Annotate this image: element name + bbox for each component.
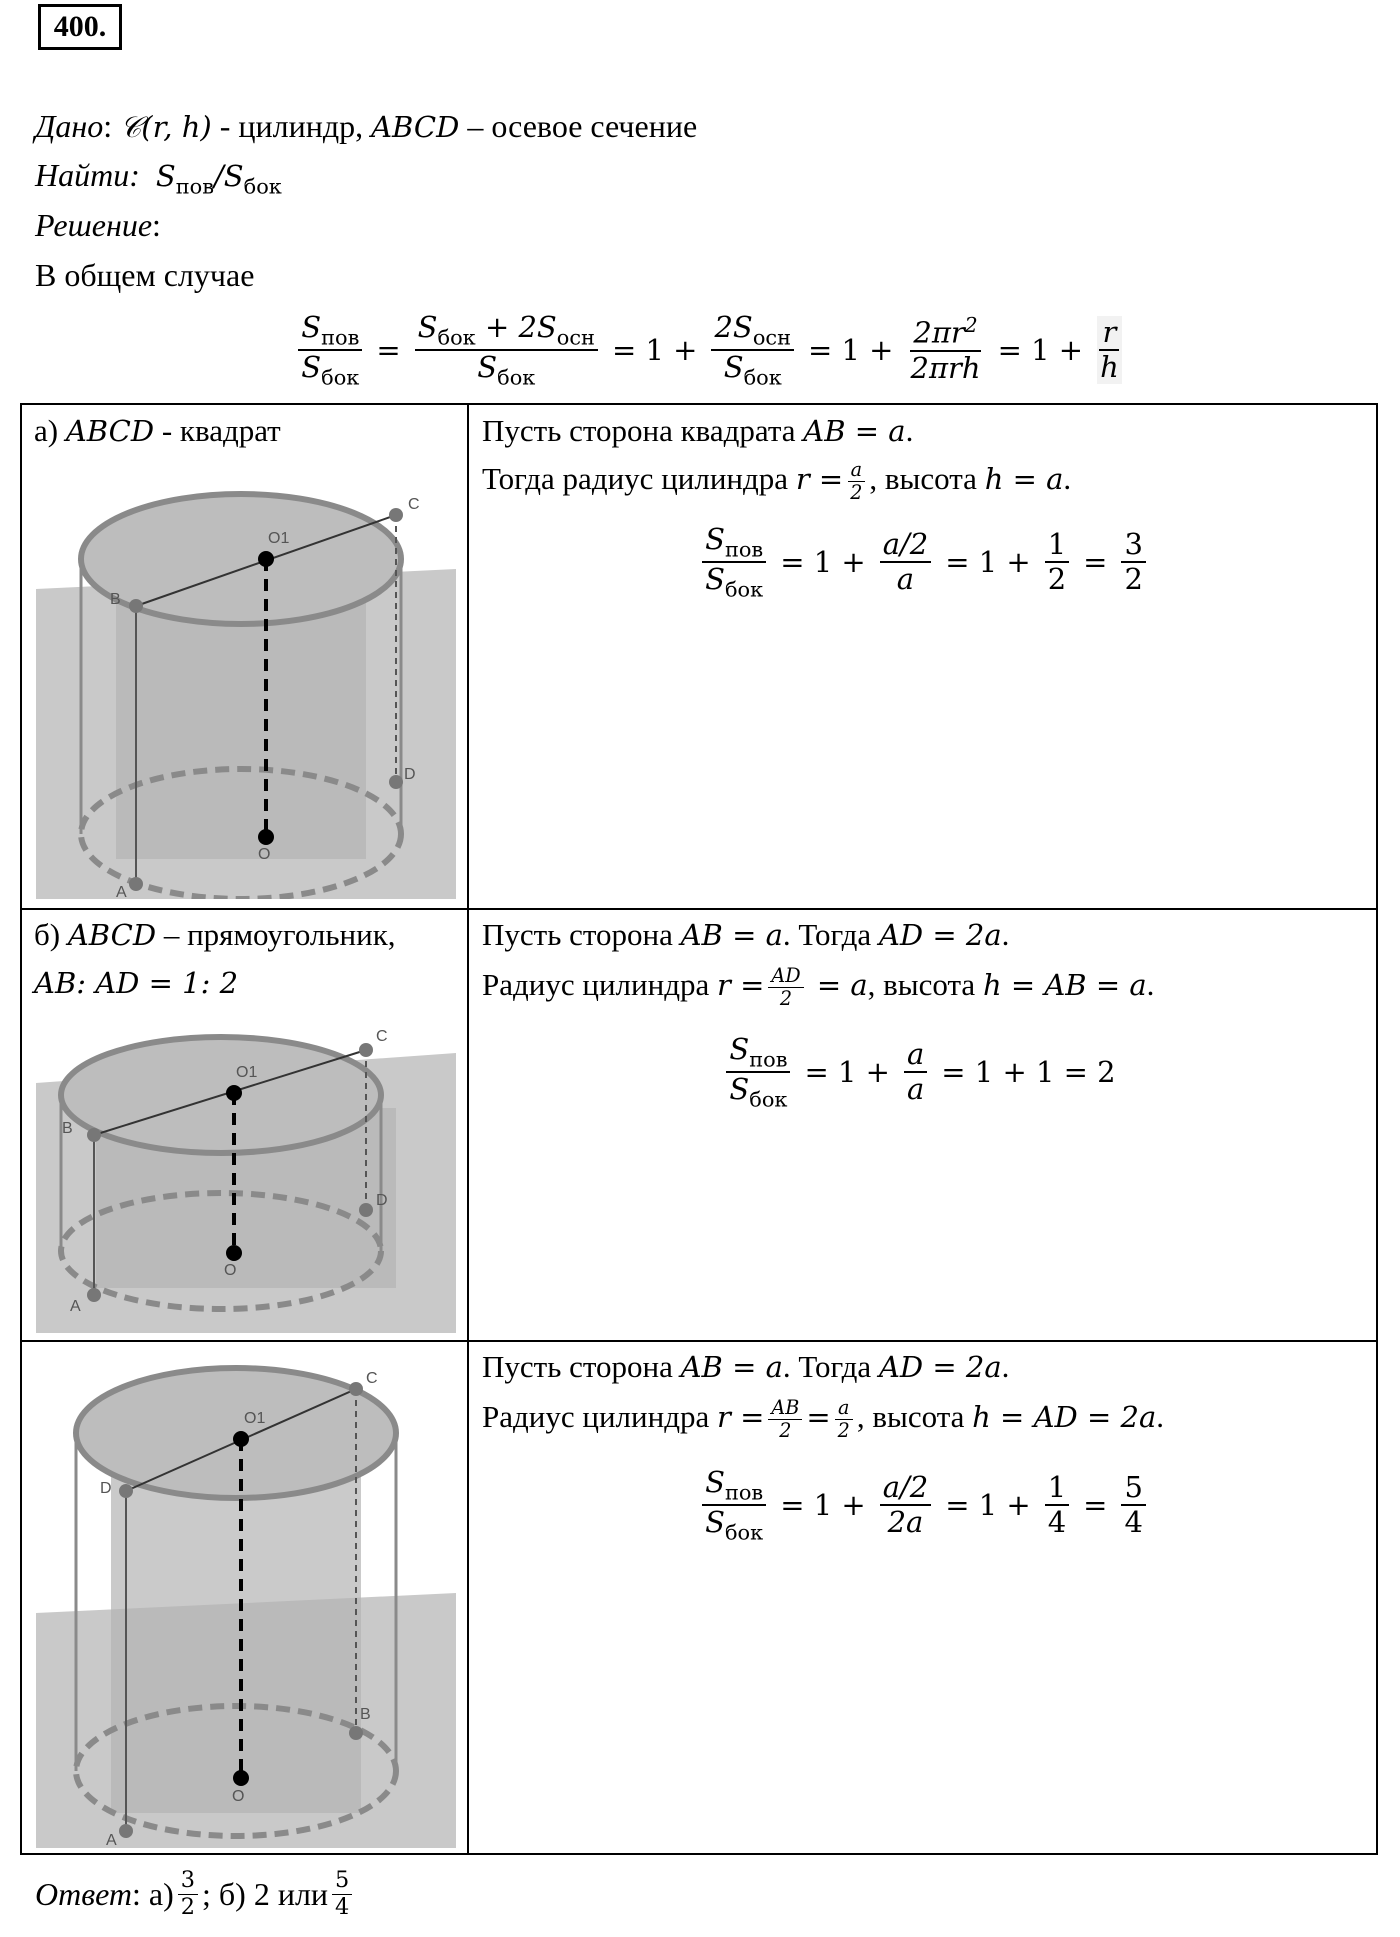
point-label: A	[70, 1298, 81, 1315]
cylinder-figure-b	[36, 1013, 456, 1333]
case-a-line2-text: Тогда радиус цилиндра	[482, 461, 789, 496]
solution-table	[20, 403, 1378, 1855]
case-b-line2: Радиус цилиндра r = $\frac{AD}{2}$ = a, высота h = AB = a.	[482, 964, 1155, 1011]
point-label: C	[366, 1370, 378, 1387]
point-label: B	[62, 1120, 73, 1137]
problem-number: 400.	[38, 4, 122, 50]
case-c-formula: $\frac{S_{пов}}{S_{бок}}$ = 1 + $\frac{a/2}{2a}$ = 1 + $\frac{1}{4}$ = $\frac{5}{4}$	[468, 1460, 1380, 1550]
case-a-line2: Тогда радиус цилиндра r = $\frac{a}{2}$ , высота h = a.	[482, 458, 1072, 505]
case-b-ratio: AB: AD = 1: 2	[34, 966, 239, 1000]
case-b-line1-mid: . Тогда	[782, 917, 872, 952]
find-line: Найти: $S_{пов}/S_{бок}$	[35, 157, 282, 199]
point-label: C	[376, 1028, 388, 1045]
answer-line: Ответ : а) $\frac{3}{2}$ ; б) 2 или $\frac{5}{4}$	[35, 1868, 356, 1921]
case-b-heading: б) ABCD – прямоугольник,	[34, 917, 396, 952]
row-divider-1	[22, 908, 1376, 910]
solution-line: Решение:	[35, 207, 161, 243]
point-label: D	[100, 1480, 112, 1497]
case-a-line2-suffix: , высота	[869, 461, 977, 496]
given-label: Дано	[35, 108, 104, 144]
answer-label: Ответ	[35, 1876, 132, 1913]
cylinder-figure-a	[36, 459, 456, 899]
point-label: O1	[236, 1064, 258, 1081]
case-c-line1-mid: . Тогда	[782, 1349, 872, 1384]
case-c-line1: Пусть сторона AB = a. Тогда AD = 2a.	[482, 1349, 1010, 1384]
point-label: A	[106, 1832, 117, 1848]
case-b-formula: $\frac{S_{пов}}{S_{бок}}$ = 1 + $\frac{a}{a}$ = 1 + 1 = 2	[468, 1027, 1380, 1117]
case-c-line1-text: Пусть сторона	[482, 1349, 673, 1384]
solution-label: Решение	[35, 207, 153, 243]
case-a-heading: а) ABCD - квадрат	[34, 413, 281, 448]
given-condition-sec: – осевое сечение	[467, 108, 698, 144]
case-b-line2-text: Радиус цилиндра	[482, 967, 710, 1002]
point-label: C	[408, 496, 420, 513]
case-b-line1-text: Пусть сторона	[482, 917, 673, 952]
point-label: O	[232, 1788, 245, 1805]
point-label: O1	[268, 530, 290, 547]
case-c-line2-suffix: , высота	[856, 1399, 965, 1434]
general-formula: $\frac{S_{пов}}{S_{бок}}$ = $\frac{S_{бок} + 2S_{осн}}{S_{бок}}$ = 1 + $\frac{2S_{осн}}{S_{бок}}$ = 1 + $\frac{2\pi r^2}{\text{2πrh}}$ = 1 + $\frac{r}{h}$	[300, 300, 1120, 400]
case-a-text: - квадрат	[161, 413, 281, 448]
case-b-text: – прямоугольник,	[163, 917, 396, 952]
case-b-line1: Пусть сторона AB = a. Тогда AD = 2a.	[482, 917, 1010, 952]
cylinder-figure-c	[36, 1353, 456, 1848]
case-c-line2-text: Радиус цилиндра	[482, 1399, 710, 1434]
find-label: Найти:	[35, 157, 140, 193]
given-line: Дано: 𝒞(r, h) - цилиндр, ABCD – осевое сечение	[35, 108, 698, 144]
case-a-line1-text: Пусть сторона квадрата	[482, 413, 796, 448]
case-c-line2: Радиус цилиндра r = $\frac{AB}{2}$ = $\frac{a}{2}$ , высота h = AD = 2a.	[482, 1396, 1164, 1443]
case-a-line1: Пусть сторона квадрата AB = a.	[482, 413, 914, 448]
point-label: D	[404, 766, 416, 783]
answer-part-a: а)	[148, 1876, 174, 1913]
case-b-label: б)	[34, 917, 61, 952]
case-a-formula: $\frac{S_{пов}}{S_{бок}}$ = 1 + $\frac{a/2}{a}$ = 1 + $\frac{1}{2}$ = $\frac{3}{2}$	[468, 517, 1380, 607]
point-label: O1	[244, 1410, 266, 1427]
point-label: B	[110, 591, 121, 608]
point-label: D	[376, 1192, 388, 1209]
case-b-line2-suffix: , высота	[867, 967, 976, 1002]
point-label: O	[258, 846, 271, 863]
point-label: A	[116, 884, 127, 899]
given-condition-cyl: - цилиндр,	[219, 108, 364, 144]
general-intro: В общем случае	[35, 257, 255, 293]
case-a-label: а)	[34, 413, 59, 448]
row-divider-2	[22, 1340, 1376, 1342]
point-label: O	[224, 1262, 237, 1279]
point-label: B	[360, 1706, 371, 1723]
answer-part-b: ; б) 2 или	[202, 1876, 329, 1913]
table-divider	[467, 405, 469, 1853]
